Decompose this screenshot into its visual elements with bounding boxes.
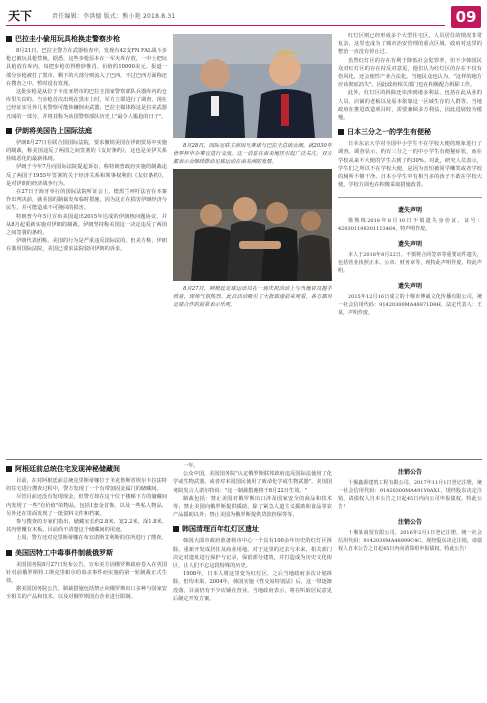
paragraph: 公众中国，美国国务院"认定俄罗斯联邦政府违反国际法使用了化学或生物武器，或者对本国国民使用了致命化学或生物武器"。美国国务院发言人诺尔特说："这一制裁措施将于8月22日生效。" — [173, 471, 332, 494]
notice-title: 注销公告 — [397, 519, 422, 526]
article-body — [6, 139, 167, 254]
notice — [338, 281, 482, 317]
article-body — [6, 561, 167, 602]
news-photo — [173, 34, 332, 138]
section-marker-icon — [173, 526, 179, 532]
paragraph: 伊朗代表团称，美国的行为是严重违反国际法的，但美方称，伊朗在滥用国际法院，美国已要求法院驳回伊朗的诉求。 — [6, 238, 167, 253]
news-photo — [173, 169, 332, 281]
paragraph: 特朗普今年5月宣布美国退出2015年达成的伊朗核问题协议，并从8月起重新实施对伊朗的制裁。伊朗坚持称美国这一决定违反了两国之间签署的条约。 — [6, 213, 167, 237]
paragraph: 8月21日，巴拉圭警方在武器检查中，发现有42支FN FAL战斗步枪已被玩具枪替换。据悉，这些步枪原本在一军火库存放，一中士把玩具枪放在库内，每把步枪仿得惟妙惟肖，价值约10000美元。报道一部分步枪被打了黑市，剩下的大部分则流入了巴西，不过巴西方面称还在搜查之中，暂时没有发现。 — [6, 48, 167, 87]
photo-caption: 8月28日，国际足联主席因凡蒂诺与巴拉圭总统会面，就2030年世界杯申办事宜进行交流。这一消息在南美地区引起广泛关注，双方都表示会继续推动足球运动在南美洲的发展。 — [173, 143, 332, 166]
section-marker-icon — [6, 466, 12, 472]
article-title: 日本三分之一的学生有便秘 — [338, 128, 482, 137]
notice-text: 本人于2018年8月22日，不慎将合同签章等重要证件遗失，包括营业执照正本、公章、财务章等，现特此声明作废，特此声明。 — [338, 252, 482, 275]
header-rule — [6, 25, 445, 26]
notice-title: 遗失声明 — [397, 283, 422, 291]
paragraph: 1908年，日本人将这里变为红灯区，之后当地政府多次计划拆除，但均未果。2004年，韩国实施《性交易特别法》后，这一带逐渐没落，目前仍有不少店铺在营业。当地政府表示，将在听取居民意见后制定开发方案。 — [173, 571, 332, 602]
column-3-bottom — [338, 462, 482, 559]
editor-meta: 责任编辑：李洪德 版式：熊小艳 2018.8.31 — [52, 13, 176, 20]
paragraph: 制裁包括：禁止美国对俄罗斯出口涉及国家安全的商品和技术等；禁止美国向俄罗斯提供援助，除了紧急人道主义援助和食品等农产品援助以外；禁止美国为俄罗斯提供贷款担保等等。 — [173, 495, 332, 519]
notice-title: 遗失声明 — [397, 207, 422, 215]
column-2-bottom — [173, 462, 332, 603]
notice — [338, 205, 482, 233]
article-title: 伊朗将美国告上国际法庭 — [6, 127, 167, 136]
article-body — [173, 537, 332, 603]
notice — [338, 239, 482, 275]
paragraph: 在27日于海牙举行的国际法院听证会上，德黑兰呼吁法官在本案作出判决前，就美国的制裁发布临时措施，因为这正在损害伊朗经济与民生，并可能造成不可挽回的损害。 — [6, 189, 167, 212]
article-title: 阿根廷前总统住宅发现神秘储藏间 — [6, 465, 167, 474]
column-2 — [173, 32, 332, 309]
article-body — [173, 462, 332, 519]
notice-text: 梁熟练2018年8月10日不慎遗失身份证，证号：420301198301113464，特声明作废。 — [338, 218, 482, 233]
section-marker-icon — [6, 128, 12, 134]
notice-title: 注销公告 — [397, 469, 422, 476]
paragraph: 韩国大邱市政府准备将市中心一个具有100余年历史的红灯区拆除，重新开发成居住及商业用地。对于这里的过去与未来，相关部门决定对遗址进行保护与记录，保留部分建筑，并打造成为历史文化街区，让人们不忘这段特殊的历史。 — [173, 538, 332, 570]
paragraph: 上周，警方还对克里斯蒂娜在布宜诺斯艾利斯的住所进行了搜查。 — [16, 535, 167, 542]
column-3 — [338, 32, 482, 457]
paragraph: 虽然红灯区的存在有利于降低社会犯罪率，但不少韩国民众对红灯区的存在持反对意见，他们认为红灯区的存在不仅有伤风化，还会使性产业合法化。当地民众也认为，"这样的地方应该彻底消失"。因此政府相关部门也在积极配合拆除工作。 — [338, 57, 482, 89]
article-title: 韩国清理百年红灯区遗址 — [173, 525, 332, 534]
paragraph: 目前，在对阿根廷前总统克里斯蒂娜位于圣克鲁斯省埃尔卡拉法特的住宅进行搜查过程中，警方发现了一个有带加固金属门的储藏间。 — [6, 478, 167, 493]
photo-illustration — [173, 169, 332, 281]
photo-illustration — [173, 34, 332, 138]
column-1 — [6, 32, 167, 254]
photo-caption: 8月27日，阿根廷足球运动员在一场庆祝活动上与当地官员握手致意，现场气氛热烈。此次活动吸引了大批球迷前来观看，各方都对足球合作的前景表示乐观。 — [173, 285, 332, 309]
page-header — [0, 0, 487, 30]
column-1-bottom — [6, 462, 167, 602]
notice-title: 遗失声明 — [397, 241, 422, 249]
article-body — [338, 32, 482, 122]
article-body — [6, 47, 167, 121]
paragraph: 一年。 — [183, 463, 199, 469]
page-number: 09 — [451, 6, 481, 28]
paragraph: 参与搜查的专家们指出，储藏室长约2.8米，宽2.2米，深1.8米，其内壁覆有木板。目前尚不清楚这个储藏间的用途。 — [6, 519, 167, 534]
paragraph: 红灯区则已经形成多个大型住宅区，人员居住的情况非常复杂，这里也成为了城市治安管理的重点区域，政府对这里的整治一直没有停止过。 — [338, 33, 482, 56]
paragraph: 此外，红灯区的拆除还牵涉到诸多利益，包括在此从业的人员、店铺的老板以及原本依靠这一区域生存的人群等，当地政府在推进改造项目时，需要兼顾多方利益，因此进展较为缓慢。 — [338, 90, 482, 122]
article-body — [338, 140, 482, 189]
section-marker-icon — [338, 129, 344, 135]
classified-notices — [338, 197, 482, 317]
section-title: 天下 — [8, 9, 33, 23]
article-body — [6, 477, 167, 543]
notice — [338, 467, 482, 511]
paragraph: 美国国务院8月27日发布公告，宣布美方因俄罗斯政府卷入在英国针对前俄罗斯特工斯克里帕尔的毒杀事件而实施的第一轮制裁正式生效。 — [6, 561, 167, 585]
paragraph: 伊朗8月27日在联合国国际法院，要求撤销美国在伊朗贸易中实施的制裁，称美国违反了两国之间签署的《友好条约》，这也是美伊关系持续恶化的最新体现。 — [6, 139, 167, 163]
article-title: 美国因特工中毒事件制裁俄罗斯 — [6, 549, 167, 558]
paragraph: 伊朗于今年7月向国际法院提起诉讼，称特朗普政府实施的制裁违反了两国于1955年签署的关于经济关系和领事权利的《友好条约》，是对伊朗的经济战争行为。 — [6, 164, 167, 187]
paragraph: 日本东京大学对全国中小学生不在学校大便的现象进行了调查。调查显示，约有三分之一的中小学生有便秘症状，而在学校从来不大便的学生占到了约30%。对此，研究人员表示，学生们之所以不在学校大便，是因为害怕被同学嘲笑或者学校的厕所不够干净。日本小学生中有相当多的孩子不敢在学校大便，学校方面也在积极采取措施改善。 — [338, 141, 482, 189]
section-marker-icon — [6, 36, 12, 42]
notice-text: 十堰某商贸有限公司，2016年2月1日登记注册，统一社会信用代码：9142030MA48899C4C，现经股东决定注销，请债权人自本公告之日起45日内向清算组申报债权。特此公告！ — [338, 530, 482, 552]
paragraph: 这批步枪是从位于卡皮亚塔市的巴拉圭国家警察部队兵器库内的仓库里失窃的。当步枪首次出现在黑市上时，军方立即进行了调查，现在已经证实另外几名警察可能涉嫌倒卖武器，巴拉圭媒体称这是拉美武器丑闻的一部分，并将其称为该国警察部队历史上"最令人尴尬的日子"。 — [6, 89, 167, 120]
section-divider — [6, 459, 482, 460]
article-title: 巴拉圭小偷用玩具枪换走警察步枪 — [6, 35, 167, 44]
paragraph: 据美国国务院公告，制裁措施包括禁止向俄罗斯出口多种与国家安全相关的产品和技术，以及对俄罗斯国有企业进行限制。 — [6, 586, 167, 601]
notice-text: 十堰鑫源建筑工程有限公司，2017年11月1日登记注册，统一社会信用代码：91420300MA491Y9AX1，现经股东决定注销，请债权人自本公告之日起45日内向公司申报债权。特此公告！ — [338, 480, 482, 510]
notice — [338, 517, 482, 553]
paragraph: 尽管目前还没有发现现金，但警方却在这个位于楼梯下方的储藏间内发现了一些"有价值"的物品。包括1套金首饰，以及一些私人物品，另外还在里面发现了一批资料文件和档案。 — [6, 494, 167, 517]
notice-text: 2015年12月16日成立的十堰市博威文化传播有限公司，统一社会信用代码：91420300MA48871D8H，法定代表人：王某，声明作废。 — [338, 294, 482, 317]
section-marker-icon — [6, 550, 12, 556]
